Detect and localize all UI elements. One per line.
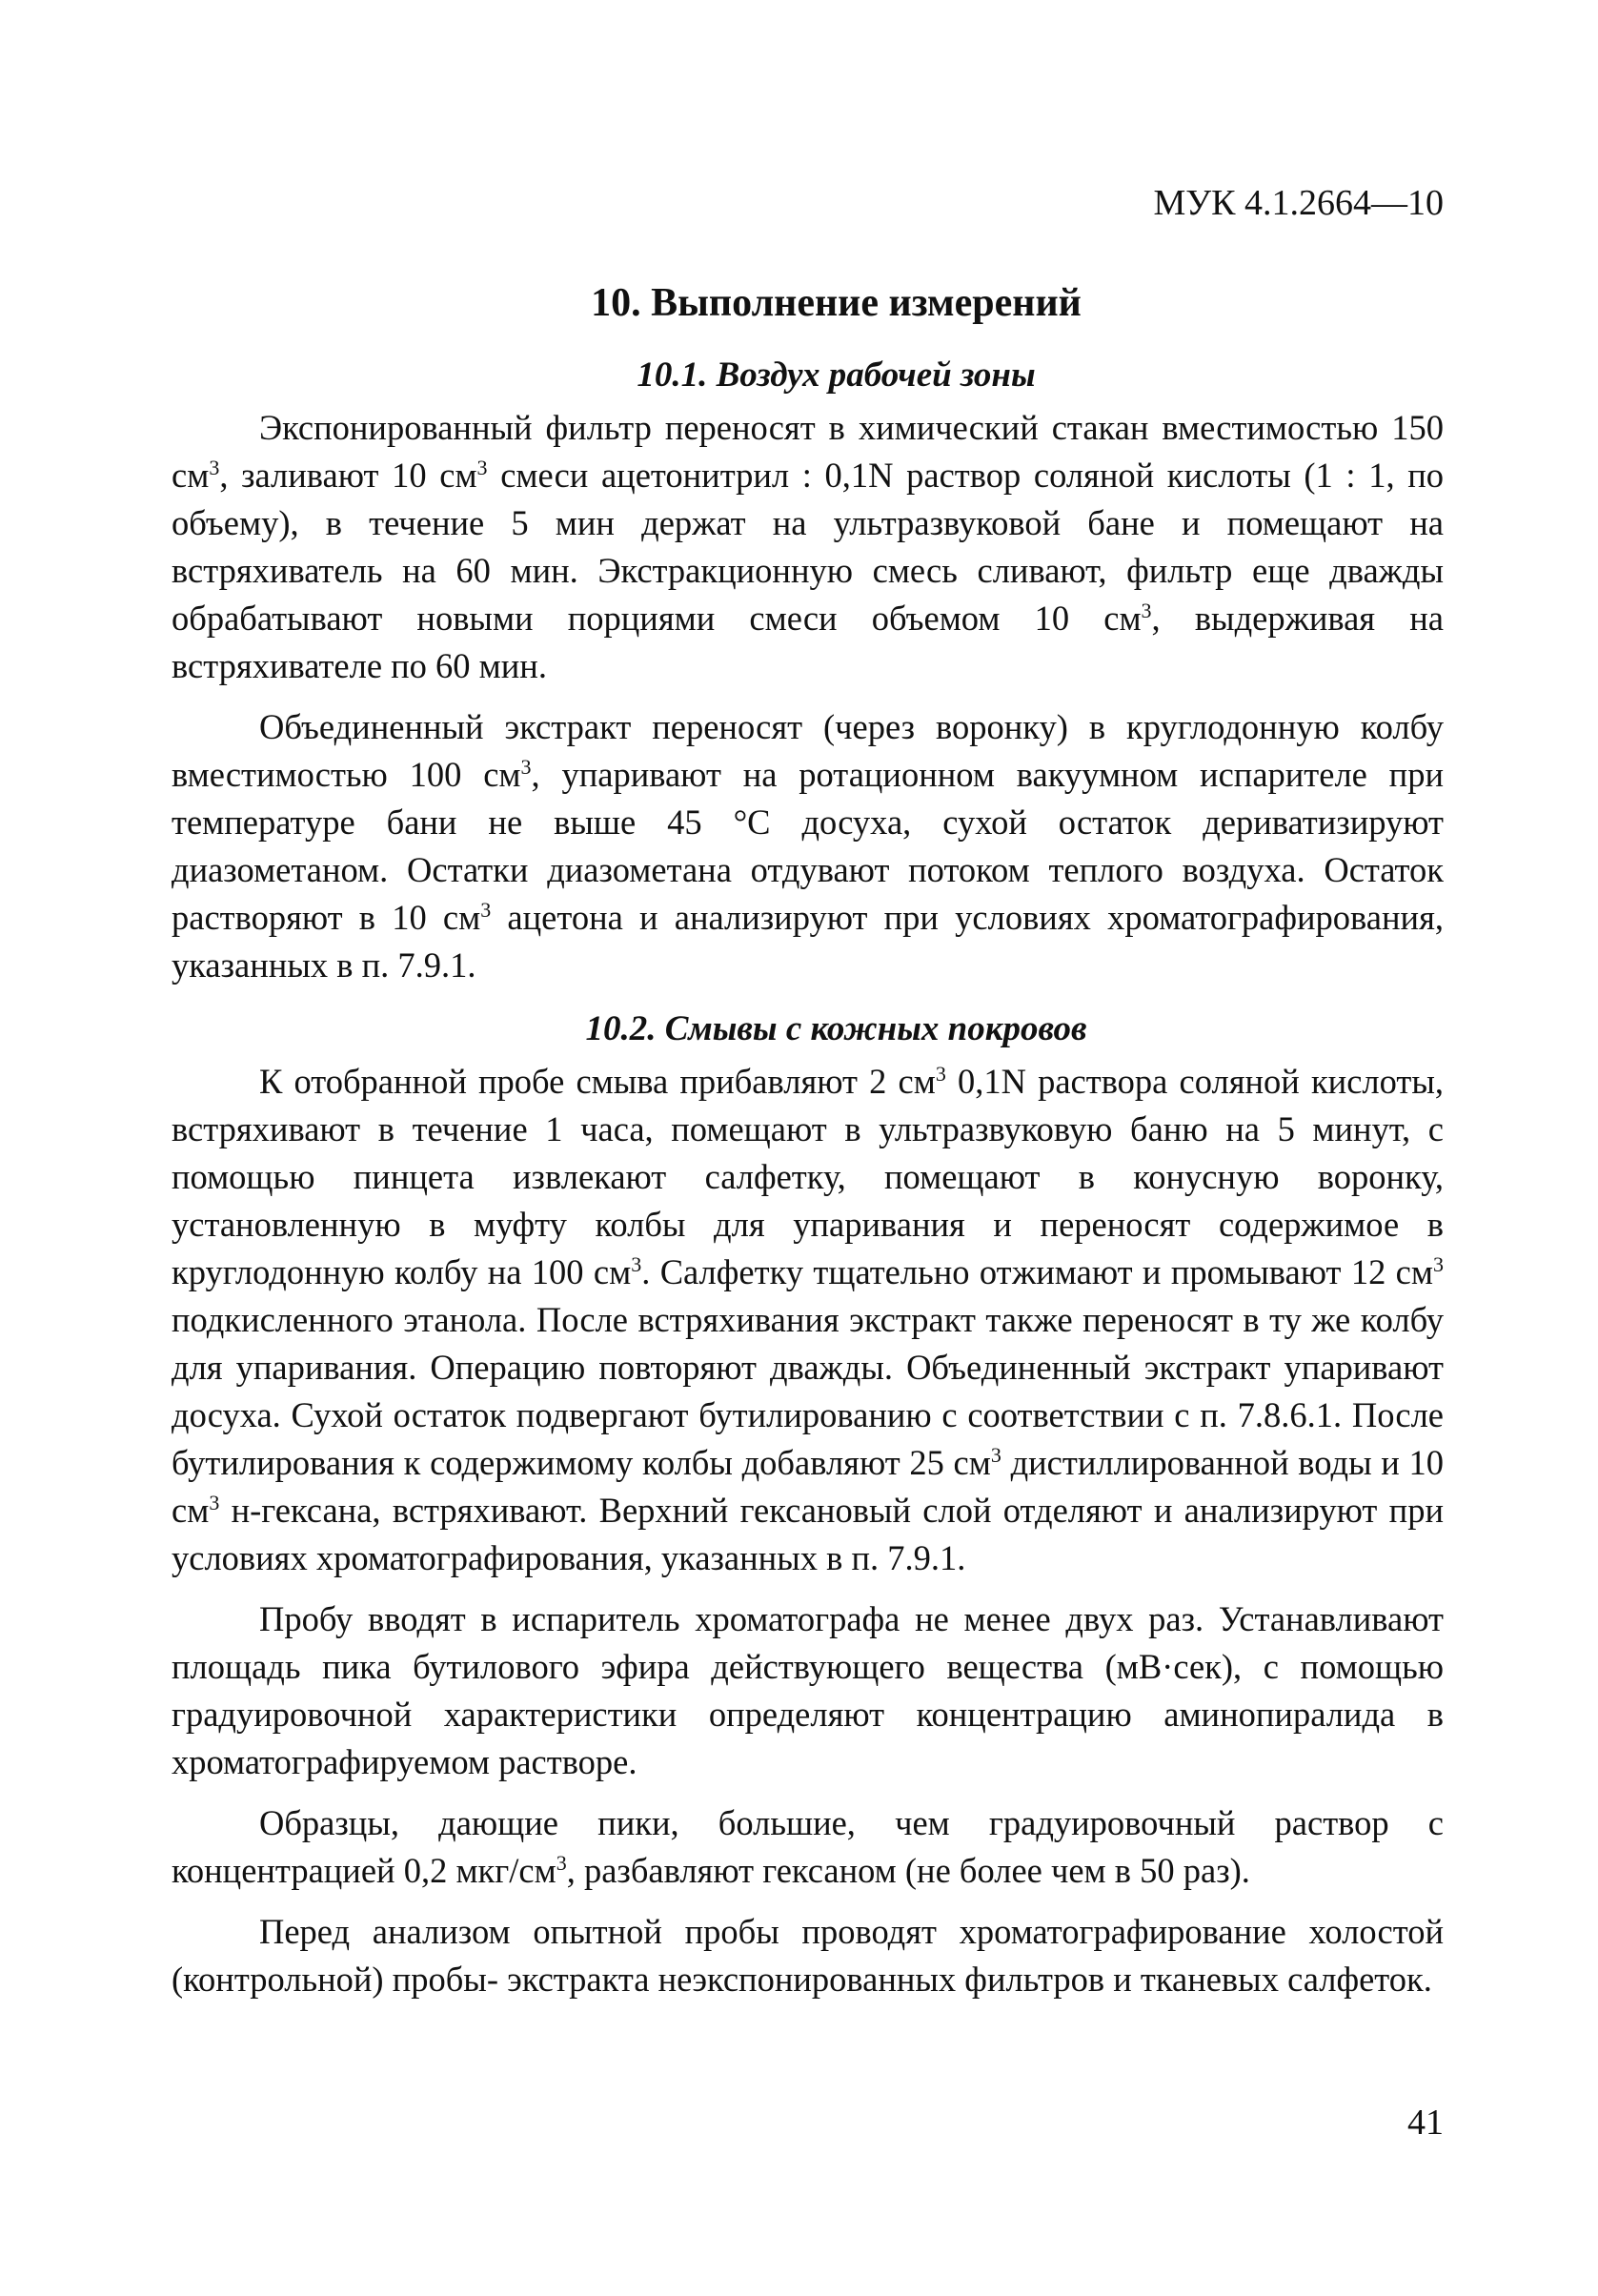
document-code: МУК 4.1.2664—10: [1153, 183, 1444, 223]
section-title: 10. Выполнение измерений: [591, 281, 1082, 325]
superscript: 3: [631, 1251, 642, 1276]
superscript: 3: [480, 897, 492, 922]
superscript: 3: [1433, 1251, 1444, 1276]
superscript: 3: [476, 455, 488, 479]
superscript: 3: [209, 455, 220, 479]
paragraph-air-extraction: Экспонированный фильтр переносят в химический стакан вместимостью 150 $см^3$, заливают 10 $см^3$ смеси ацетонитрил : 0,1N раствор соляной кислоты (1 : 1, по объему), в течение 5 мин держат на ультразвуковой бане и помещают на встряхиватель на 60 мин. Экстракционную смесь сливают, фильтр еще дважды обрабатывают новыми порциями смеси объемом 10 $см^3$, выдерживая на встряхивателе по 60 мин.: [172, 408, 1444, 685]
page-number: 41: [1407, 2103, 1444, 2143]
superscript: 3: [935, 1061, 946, 1086]
subsection-title-skin: 10.2. Смывы с кожных покровов: [585, 1009, 1087, 1048]
document-page: [172, 181, 1444, 2003]
subsection-title-air: 10.1. Воздух рабочей зоны: [637, 356, 1036, 395]
superscript: 3: [520, 754, 532, 779]
superscript: 3: [1141, 598, 1152, 622]
superscript: 3: [209, 1490, 220, 1514]
superscript: 3: [990, 1442, 1001, 1467]
paragraph-blank-sample: Перед анализом опытной пробы проводят хроматографирование холостой (контрольной) пробы- экстракта неэкспонированных фильтров и тканевых салфеток.: [172, 1912, 1444, 1999]
superscript: 3: [556, 1850, 567, 1875]
paragraph-skin-wash: К отобранной пробе смыва прибавляют 2 $см^3$ 0,1N раствора соляной кислоты, встряхивают в течение 1 часа, помещают в ультразвуковую баню на 5 минут, с помощью пинцета извлекают салфетку, помещают в конусную воронку, установленную в муфту колбы для упаривания и переносят содержимое в круглодонную колбу на 100 $см^3$. Салфетку тщательно отжимают и промывают 12 $см^3$ подкисленного этанола. После встряхивания экстракт также переносят в ту же колбу для упаривания. Операцию повторяют дважды. Объединенный экстракт упаривают досуха. Сухой остаток подвергают бутилированию с соответствии с п. 7.8.6.1. После бутилирования к содержимому колбы добавляют 25 $см^3$ дистиллированной воды и 10 $см^3$ н-гексана, встряхивают. Верхний гексановый слой отделяют и анализируют при условиях хроматографирования, указанных в п. 7.9.1.: [172, 1061, 1445, 1577]
paragraph-dilution: Образцы, дающие пики, большие, чем градуировочный раствор с концентрацией 0,2 мкг/$см^3$, разбавляют гексаном (не более чем в 50 раз).: [172, 1803, 1444, 1890]
paragraph-air-evaporation: Объединенный экстракт переносят (через воронку) в круглодонную колбу вместимостью 100 $см^3$, упаривают на ротационном вакуумном испарителе при температуре бани не выше 45 °С досуха, сухой остаток дериватизируют диазометаном. Остатки диазометана отдувают потоком теплого воздуха. Остаток растворяют в 10 $см^3$ ацетона и анализируют при условиях хроматографирования, указанных в п. 7.9.1.: [172, 707, 1444, 985]
paragraph-injection: Пробу вводят в испаритель хроматографа не менее двух раз. Устанавливают площадь пика бутилового эфира действующего вещества (мВ·сек), с помощью градуировочной характеристики определяют концентрацию аминопиралида в хроматографируемом растворе.: [172, 1599, 1444, 1781]
